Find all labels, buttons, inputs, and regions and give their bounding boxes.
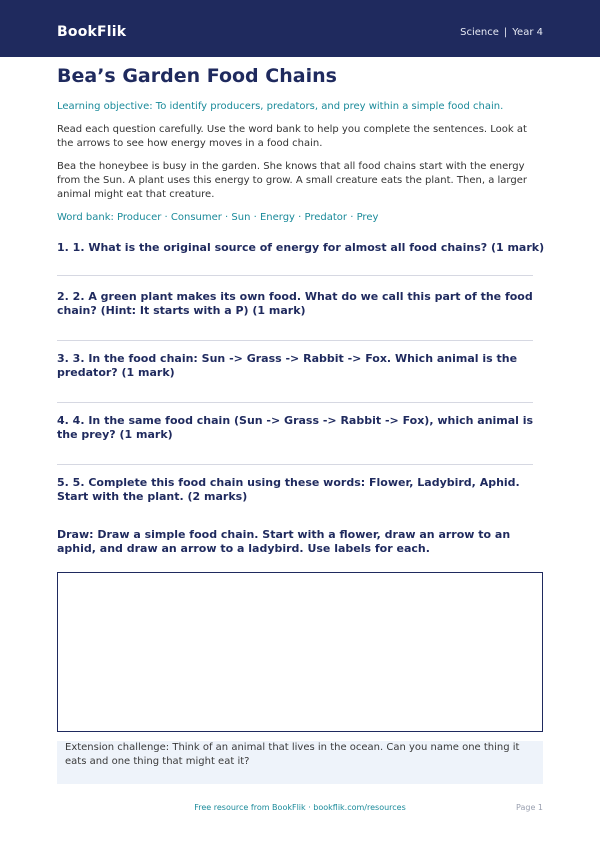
extension-challenge: Extension challenge: Think of an animal that lives in the ocean. Can you name one thing it eats and one thing that might eat it? xyxy=(57,741,543,784)
question-5: 5. 5. Complete this food chain using these words: Flower, Ladybird, Aphid. Start with the plant. (2 marks) xyxy=(57,476,520,503)
draw-task: Draw: Draw a simple food chain. Start with a flower, draw an arrow to an aphid, and draw an arrow to a ladybird. Use labels for each. xyxy=(57,528,511,555)
answer-line-3[interactable] xyxy=(57,402,533,403)
learning-objective: Learning objective: To identify producers, predators, and prey within a simple food chain. xyxy=(57,101,504,112)
brand-logo-text: BookFlik xyxy=(57,24,127,40)
worksheet-title: Bea’s Garden Food Chains xyxy=(57,65,337,87)
question-4: 4. 4. In the same food chain (Sun -> Grass -> Rabbit -> Fox), which animal is the prey? (1 mark) xyxy=(57,414,534,441)
story-text: Bea the honeybee is busy in the garden. She knows that all food chains start with the energy from the Sun. A plant uses this energy to grow. A small creature eats the plant. Then, a larger animal might eat that creature. xyxy=(57,161,527,200)
question-3: 3. 3. In the food chain: Sun -> Grass -> Rabbit -> Fox. Which animal is the predator? (1 mark) xyxy=(57,352,518,379)
subject-year-label xyxy=(460,25,543,41)
drawing-area[interactable] xyxy=(57,572,543,732)
answer-line-1[interactable] xyxy=(57,275,533,276)
page-header xyxy=(0,0,600,57)
word-bank: Word bank: Producer · Consumer · Sun · Energy · Predator · Prey xyxy=(57,212,379,223)
year-label: Year 4 xyxy=(512,27,543,38)
resource-link[interactable]: Free resource from BookFlik · bookflik.com/resources xyxy=(194,803,406,812)
question-2: 2. 2. A green plant makes its own food. What do we call this part of the food chain? (Hint: It starts with a P) (1 mark) xyxy=(57,290,533,317)
intro-section xyxy=(57,64,543,225)
instructions-text: Read each question carefully. Use the word bank to help you complete the sentences. Look at the arrows to see how energy moves in a food chain. xyxy=(57,124,527,149)
subject-label: Science xyxy=(460,27,499,38)
header-separator: | xyxy=(503,27,508,38)
question-1: 1. 1. What is the original source of energy for almost all food chains? (1 mark) xyxy=(57,241,545,254)
answer-line-4[interactable] xyxy=(57,464,533,465)
page-number: Page 1 xyxy=(516,803,543,812)
answer-line-2[interactable] xyxy=(57,340,533,341)
